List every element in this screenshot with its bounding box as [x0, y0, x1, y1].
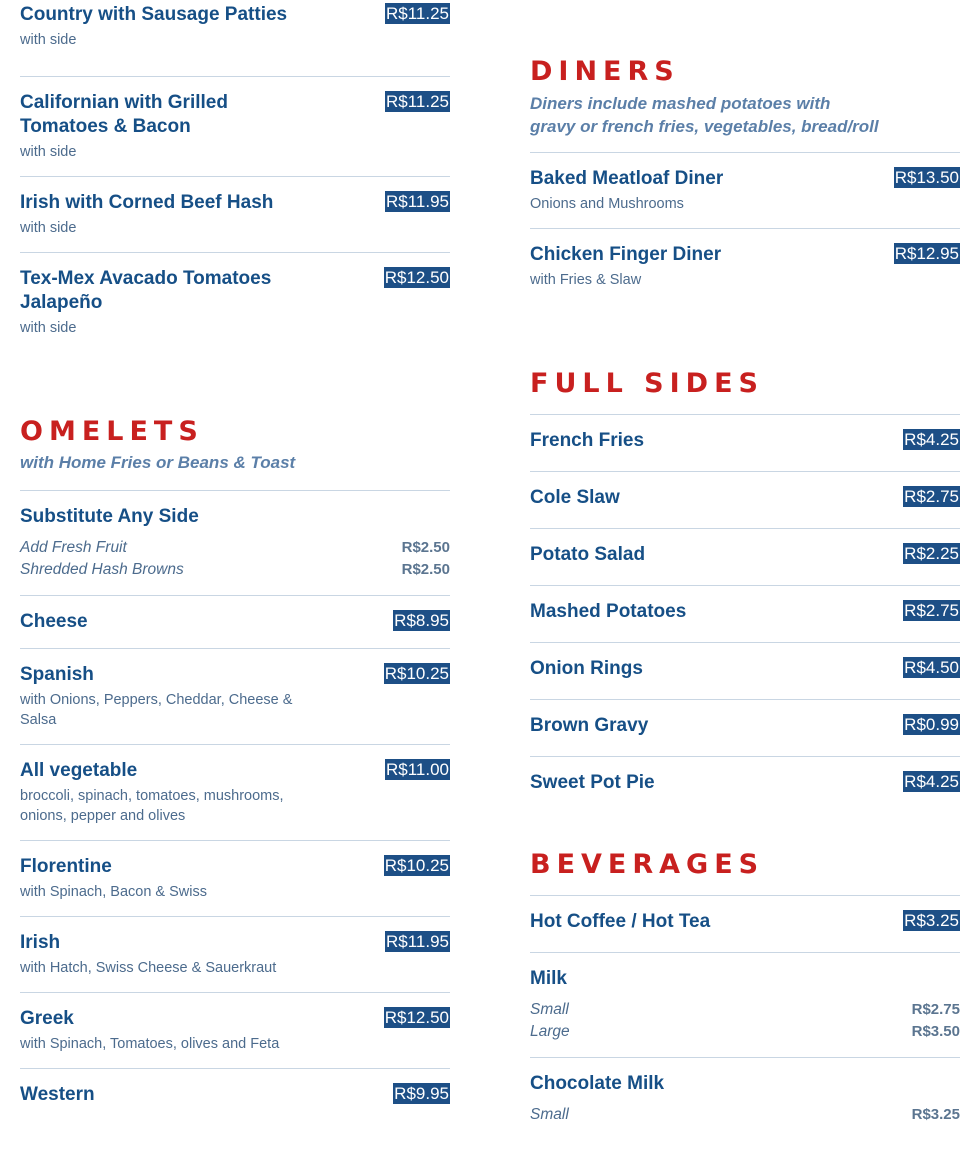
diners-section: [530, 56, 960, 304]
item-name: Californian with Grilled Tomatoes & Bacon: [20, 92, 228, 137]
item-price: R$11.95: [385, 192, 449, 211]
beverage-item[interactable]: [530, 952, 960, 1057]
item-name: Onion Rings: [530, 658, 643, 679]
option-price: R$2.50: [401, 539, 450, 556]
item-desc: broccoli, spinach, tomatoes, mushrooms, onions, pepper and olives: [20, 788, 284, 824]
menu-item[interactable]: [20, 76, 450, 176]
item-desc: with Onions, Peppers, Cheddar, Cheese & Salsa: [20, 692, 293, 728]
item-price: R$12.95: [894, 244, 959, 263]
section-subtitle: with Home Fries or Beans & Toast: [20, 453, 296, 472]
right-column: [530, 0, 960, 1140]
item-name: Western: [20, 1084, 95, 1105]
option-price: R$3.25: [911, 1106, 960, 1123]
option-label: Small: [530, 1106, 569, 1123]
item-price: R$0.99: [904, 715, 959, 734]
option-row[interactable]: [530, 999, 960, 1021]
item-desc: with Fries & Slaw: [530, 272, 642, 288]
item-desc: with side: [20, 320, 77, 336]
item-name: Greek: [20, 1008, 74, 1029]
item-name: Chicken Finger Diner: [530, 244, 722, 265]
side-item[interactable]: [530, 585, 960, 642]
side-item[interactable]: [530, 756, 960, 813]
item-price: R$4.50: [904, 658, 959, 677]
item-name: Florentine: [20, 856, 112, 877]
item-desc: with Spinach, Tomatoes, olives and Feta: [20, 1036, 280, 1052]
option-row[interactable]: [530, 1104, 960, 1126]
beverage-item[interactable]: [530, 895, 960, 952]
side-item[interactable]: [530, 414, 960, 471]
item-name: Cole Slaw: [530, 487, 620, 508]
item-name: Irish: [20, 932, 61, 953]
item-name: Irish with Corned Beef Hash: [20, 192, 274, 213]
option-row[interactable]: [530, 1021, 960, 1043]
item-price: R$12.50: [384, 1008, 449, 1027]
item-name: Sweet Pot Pie: [530, 772, 655, 793]
side-item[interactable]: [530, 699, 960, 756]
item-price: R$2.25: [904, 544, 959, 563]
menu-item[interactable]: [20, 1068, 450, 1121]
section-heading: OMELETS: [20, 416, 204, 447]
item-price: R$4.25: [904, 772, 959, 791]
beverage-item[interactable]: [530, 1057, 960, 1140]
item-desc: with side: [20, 144, 77, 160]
menu-item[interactable]: [530, 228, 960, 304]
side-item[interactable]: [530, 528, 960, 585]
left-column: [20, 0, 450, 1121]
side-item[interactable]: [530, 471, 960, 528]
item-name: Brown Gravy: [530, 715, 649, 736]
section-heading: FULL SIDES: [530, 368, 764, 399]
item-name: French Fries: [530, 430, 645, 451]
item-price: R$12.50: [384, 268, 449, 287]
item-desc: with side: [20, 32, 77, 48]
item-name: Baked Meatloaf Diner: [530, 168, 724, 189]
section-heading: DINERS: [530, 56, 680, 87]
item-name: Mashed Potatoes: [530, 601, 687, 622]
section-subtitle: Diners include mashed potatoes with gravy or french fries, vegetables, bread/roll: [530, 94, 879, 136]
item-name: Country with Sausage Patties: [20, 4, 288, 25]
menu-item[interactable]: [20, 840, 450, 916]
item-name: Potato Salad: [530, 544, 646, 565]
item-price: R$11.00: [385, 760, 449, 779]
menu-item[interactable]: [20, 595, 450, 648]
menu-item[interactable]: [20, 0, 450, 64]
item-name: Substitute Any Side: [20, 506, 199, 527]
item-price: R$3.25: [904, 911, 959, 930]
item-price: R$9.95: [394, 1084, 449, 1103]
item-price: R$11.25: [385, 92, 449, 111]
item-price: R$2.75: [904, 601, 959, 620]
item-price: R$4.25: [904, 430, 959, 449]
item-name: Cheese: [20, 611, 88, 632]
beverages-section: [530, 849, 960, 1140]
menu-item[interactable]: [20, 252, 450, 352]
section-heading: BEVERAGES: [530, 849, 765, 880]
option-label: Add Fresh Fruit: [20, 539, 127, 556]
substitute-item[interactable]: [20, 490, 450, 595]
item-desc: with side: [20, 220, 77, 236]
item-price: R$8.95: [394, 611, 449, 630]
option-price: R$2.50: [401, 561, 450, 578]
item-name: Tex-Mex Avacado Tomatoes Jalapeño: [20, 268, 272, 313]
option-row[interactable]: [20, 559, 450, 581]
option-label: Large: [530, 1023, 570, 1040]
item-desc: with Spinach, Bacon & Swiss: [20, 884, 207, 900]
option-price: R$3.50: [911, 1023, 960, 1040]
menu-item[interactable]: [20, 648, 450, 744]
menu-item[interactable]: [530, 152, 960, 228]
item-desc: with Hatch, Swiss Cheese & Sauerkraut: [20, 960, 277, 976]
omelets-section: [20, 416, 450, 1121]
item-desc: Onions and Mushrooms: [530, 196, 684, 212]
full-sides-section: [530, 368, 960, 813]
item-name: Hot Coffee / Hot Tea: [530, 911, 711, 932]
menu-item[interactable]: [20, 916, 450, 992]
item-price: R$2.75: [904, 487, 959, 506]
item-name: All vegetable: [20, 760, 138, 781]
option-label: Small: [530, 1001, 569, 1018]
menu-item[interactable]: [20, 992, 450, 1068]
item-price: R$10.25: [384, 664, 449, 683]
option-label: Shredded Hash Browns: [20, 561, 184, 578]
menu-item[interactable]: [20, 744, 450, 840]
side-item[interactable]: [530, 642, 960, 699]
menu-item[interactable]: [20, 176, 450, 252]
item-name: Chocolate Milk: [530, 1073, 665, 1094]
option-row[interactable]: [20, 537, 450, 559]
option-price: R$2.75: [911, 1001, 960, 1018]
item-name: Milk: [530, 968, 567, 989]
item-price: R$13.50: [894, 168, 959, 187]
item-price: R$11.95: [385, 932, 449, 951]
item-price: R$10.25: [384, 856, 449, 875]
item-name: Spanish: [20, 664, 94, 685]
item-price: R$11.25: [385, 4, 449, 23]
